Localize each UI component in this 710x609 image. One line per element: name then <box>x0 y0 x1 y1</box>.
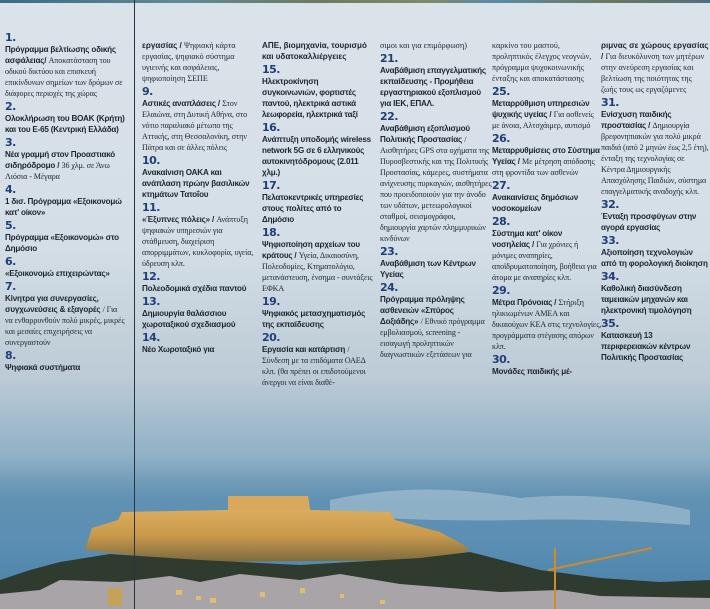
list-item <box>142 202 254 269</box>
item-title: Εργασία και κατάρτιση <box>262 345 346 354</box>
item-title: Αναβάθμιση των Κέντρων Υγείας <box>380 259 476 279</box>
item-desc: Στον Ελαιώνα, στη Δυτική Αθήνα, στο νότιο παραλιακό μέτωπο της Αττικής, στη Θεσσαλονίκη, στην Πάτρα και σε άλλες πόλεις <box>142 99 248 152</box>
list-item <box>5 101 125 135</box>
list-item <box>380 282 492 360</box>
list-item <box>142 155 254 200</box>
list-item <box>492 180 602 214</box>
item-title: Μέτρα Πρόνοιας / <box>492 298 557 307</box>
item-title: Καθολική διασύνδεση ταμειακών μηχανών και ηλεκτρονική τιμολόγηση <box>601 284 692 315</box>
item-number: 35. <box>601 317 619 330</box>
item-desc: 36 χλμ. σε Άνω Λιόσια - Μέγαρα <box>5 161 110 181</box>
item-title: Πολεοδομικά σχέδια παντού <box>142 284 247 293</box>
list-item <box>262 180 374 225</box>
item-desc: / Εθνικό πρόγραμμα εμβολιασμού, screening - εισαγωγή προληπτικών διαγνωστικών εξετάσεων για <box>380 317 485 359</box>
item-number: 8. <box>5 349 16 362</box>
list-item <box>142 86 254 153</box>
list-item <box>262 332 374 388</box>
item-title: 1 δισ. Πρόγραμμα «Εξοικονομώ κατ' οίκον» <box>5 197 122 217</box>
list-item <box>492 86 602 131</box>
list-item <box>5 256 125 279</box>
list-item <box>5 220 125 254</box>
acropolis-photo <box>0 470 710 609</box>
item-desc: Δημιουργία βρεφονηπιακών για πολύ μικρά παιδιά (από 2 μηνών έως 2,5 έτη), ένταξη της τεχνολογίας σε Κέντρα Δημιουργικής Απασχόλησης Παιδιών, σύστημα επαγγελματικής αναδοχής κλπ. <box>601 121 709 196</box>
item-number: 15. <box>262 63 280 76</box>
item-title: Ηλεκτροκίνηση συγκοινωνιών, φορτιστές παντού, ηλεκτρικά αστικά λεωφορεία, ηλεκτρικά ταξί <box>262 77 358 119</box>
list-item <box>601 199 709 233</box>
column-4 <box>380 40 492 361</box>
column-1 <box>5 30 125 374</box>
item-number: 29. <box>492 284 510 297</box>
item-title: Κατασκευή 13 περιφερειακών κέντρων Πολιτικής Προστασίας <box>601 331 691 362</box>
item-title: Ψηφιακά συστήματα <box>5 363 81 372</box>
continued-item <box>262 40 374 62</box>
item-desc: Με μέτρηση απόδοσης στη φροντίδα των ασθενών <box>492 157 595 177</box>
item-title: Ανακαίνιση ΟΑΚΑ και ανάπλαση πρώην βασιλικών κτημάτων Τατοΐου <box>142 168 250 199</box>
parthenon <box>228 496 308 510</box>
continued-desc: σιμοι και για επιμόρφωση) <box>380 41 467 50</box>
list-item <box>262 122 374 178</box>
item-desc: Για ασθενείς με άνοια, Αλτσχάιμερ, αυτισμό <box>492 110 594 130</box>
list-item <box>601 97 709 197</box>
item-number: 20. <box>262 331 280 344</box>
item-desc: / Αισθητήρες GPS στα οχήματα της Πυροσβεστικής και της Πολιτικής Προστασίας, κάμερες, συστήματα ανίχνευσης πυρκαγιών, αισθητήρες που προειδοποιούν για την άνοδο των υδάτων, μετεωρολογικοί σταθμοί, σεισμογράφοι, δημιουργία χαρτών πλημμυρικών κινδύνων <box>380 135 492 243</box>
item-title: Ανάπτυξη υποδομής wireless network 5G σε 6 ελληνικούς αυτοκινητόδρομους (2.011 χλμ.) <box>262 135 371 177</box>
list-item <box>262 227 374 294</box>
item-number: 21. <box>380 52 398 65</box>
column-2 <box>142 40 254 356</box>
item-number: 4. <box>5 183 16 196</box>
item-title: Ολοκλήρωση του ΒΟΑΚ (Κρήτη) και του Ε-65 (Κεντρική Ελλάδα) <box>5 114 125 134</box>
list-item <box>492 285 602 352</box>
list-item <box>492 354 602 377</box>
item-desc: / Σύνδεση με τα επιδόματα ΟΑΕΔ κλπ. (θα πρέπει οι επιδοτούμενοι άνεργοι να είναι διαθέ- <box>262 345 366 387</box>
item-number: 27. <box>492 179 510 192</box>
item-title: Νέο Χωροταξικό για <box>142 345 215 354</box>
item-number: 28. <box>492 215 510 228</box>
list-item <box>262 64 374 120</box>
item-number: 7. <box>5 280 16 293</box>
item-number: 23. <box>380 245 398 258</box>
item-title: Σύστημα κατ' οίκον νοσηλείας / <box>492 229 563 249</box>
item-title: Μεταρρυθμίσεις στο Σύστημα Υγείας / <box>492 146 600 166</box>
item-number: 10. <box>142 154 160 167</box>
item-desc: Ανάπτυξη ψηφιακών υπηρεσιών για στάθμευση, διαχείριση απορριμμάτων, κυκλοφορία, υγεία, ύδρευση κλπ. <box>142 215 254 268</box>
item-title: Ψηφιοποίηση αρχείων του κράτους / <box>262 240 360 260</box>
item-number: 13. <box>142 295 160 308</box>
continued-desc: καρκίνο του μαστού, προληπτικός έλεγχος νεογνών, πρόγραμμα ψυχοκοινωνικής ένταξης και αποκατάστασης <box>492 41 592 83</box>
item-title: Πρόγραμμα πρόληψης ασθενειών «Σπύρος Δοξιάδης» <box>380 295 465 326</box>
continued-item <box>601 40 709 95</box>
item-number: 26. <box>492 132 510 145</box>
item-title: «Έξυπνες πόλεις» / <box>142 215 215 224</box>
continued-title: ΑΠΕ, βιομηχανία, τουρισμό και υδατοκαλλιέργειες <box>262 41 367 61</box>
list-item <box>142 271 254 294</box>
item-desc: Στήριξη ηλικιωμένων ΑΜΕΑ και δικαιούχων ΚΕΑ στις τεχνολογίες, προγράμματα στέγασης απόρων κλπ. <box>492 298 602 351</box>
item-title: Πελατοκεντρικές υπηρεσίες στους πολίτες από το Δημόσιο <box>262 193 364 224</box>
list-item <box>5 137 125 182</box>
item-title: Δημιουργία θαλάσσιου χωροταξικού σχεδιασμού <box>142 309 236 329</box>
column-3 <box>262 40 374 389</box>
item-title: Μονάδες παιδικής μέ- <box>492 367 572 376</box>
list-item <box>492 216 602 283</box>
item-title: Ανακαινίσεις δημόσιων νοσοκομείων <box>492 193 578 213</box>
item-desc: / Για να ενθαρρυνθούν πολύ μικρές, μικρές και μεσαίες επιχειρήσεις να συνεργαστούν <box>5 305 125 347</box>
continued-item <box>492 40 602 84</box>
continued-desc: Για διευκόλυνση των μητέρων στην ανεύρεση εργασίας και βελτίωση της ποιότητας της ζωής τους ως εργαζόμενες <box>601 52 705 94</box>
item-number: 25. <box>492 85 510 98</box>
item-title: Αναβάθμιση επαγγελματικής εκπαίδευσης - Προμήθεια εργαστηριακού εξοπλισμού για ΙΕΚ, ΕΠΑΛ. <box>380 66 486 108</box>
item-title: Αξιοποίηση τεχνολογιών από τη φορολογική διοίκηση <box>601 248 708 268</box>
column-rule <box>134 0 135 609</box>
item-number: 32. <box>601 198 619 211</box>
top-photo-strip <box>0 0 710 3</box>
list-item <box>380 111 492 244</box>
item-title: Νέα γραμμή στον Προαστιακό σιδηρόδρομο / <box>5 150 116 170</box>
item-title: Κίνητρα για συνεργασίες, συγχωνεύσεις & εξαγορές <box>5 294 101 314</box>
item-title: Πρόγραμμα «Εξοικονομώ» στο Δημόσιο <box>5 233 119 253</box>
continued-title: ριμνας σε χώρους εργασίας / <box>601 41 709 61</box>
continued-title: εργασίας / <box>142 41 182 50</box>
item-number: 34. <box>601 270 619 283</box>
item-number: 5. <box>5 219 16 232</box>
item-number: 17. <box>262 179 280 192</box>
item-desc: Αποκατάσταση του οδικού δικτύου και επισκευή επικίνδυνων σημείων των δρόμων σε διάφορες περιοχές της χώρας <box>5 56 123 98</box>
item-title: Μεταρρύθμιση υπηρεσιών ψυχικής υγείας / <box>492 99 590 119</box>
item-title: Πρόγραμμα βελτίωσης οδικής ασφάλειας/ <box>5 45 116 65</box>
continued-item <box>142 40 254 84</box>
list-item <box>492 133 602 178</box>
item-title: Αναβάθμιση εξοπλισμού Πολιτικής Προστασίας <box>380 124 470 144</box>
item-number: 1. <box>5 31 16 44</box>
item-title: Ενίσχυση παιδικής προστασίας / <box>601 110 672 130</box>
list-item <box>601 271 709 316</box>
item-number: 24. <box>380 281 398 294</box>
column-5 <box>492 40 602 378</box>
list-item <box>5 350 125 373</box>
item-title: Ένταξη προσφύγων στην αγορά εργασίας <box>601 212 697 232</box>
item-number: 16. <box>262 121 280 134</box>
item-number: 3. <box>5 136 16 149</box>
item-number: 30. <box>492 353 510 366</box>
list-item <box>142 296 254 330</box>
column-6 <box>601 40 709 364</box>
item-desc: Υγεία, Δικαιοσύνη, Πολεοδομίες, Κτηματολόγιο, μετανάστευση, ένσημα - συντάξεις ΕΦΚΑ <box>262 251 373 293</box>
list-item <box>601 235 709 269</box>
list-item <box>142 332 254 355</box>
item-number: 2. <box>5 100 16 113</box>
item-number: 11. <box>142 201 160 214</box>
list-item <box>5 184 125 218</box>
list-item <box>5 32 125 99</box>
item-number: 14. <box>142 331 160 344</box>
list-item <box>380 53 492 109</box>
list-item <box>5 281 125 348</box>
item-number: 19. <box>262 295 280 308</box>
continued-desc: Ψηφιακή κάρτα εργασίας, ψηφιακό σύστημα υγιεινής και ασφάλειας, ψηφιοποίηση ΣΕΠΕ <box>142 41 236 83</box>
list-item <box>380 246 492 280</box>
continued-item <box>380 40 492 51</box>
item-desc: Για χρόνιες ή μόνιμες αναπηρίες, αποϊδρυματοποίηση, βοήθεια για άτομα με αναπηρίες κλπ. <box>492 240 597 282</box>
item-number: 9. <box>142 85 153 98</box>
item-title: «Εξοικονομώ επιχειρώντας» <box>5 269 110 278</box>
item-number: 12. <box>142 270 160 283</box>
item-number: 18. <box>262 226 280 239</box>
item-number: 22. <box>380 110 398 123</box>
item-title: Ψηφιακός μετασχηματισμός της εκπαίδευσης <box>262 309 366 329</box>
item-number: 6. <box>5 255 16 268</box>
item-number: 33. <box>601 234 619 247</box>
list-item <box>601 318 709 363</box>
item-number: 31. <box>601 96 619 109</box>
item-title: Αστικές αναπλάσεις / <box>142 99 220 108</box>
list-item <box>262 296 374 330</box>
